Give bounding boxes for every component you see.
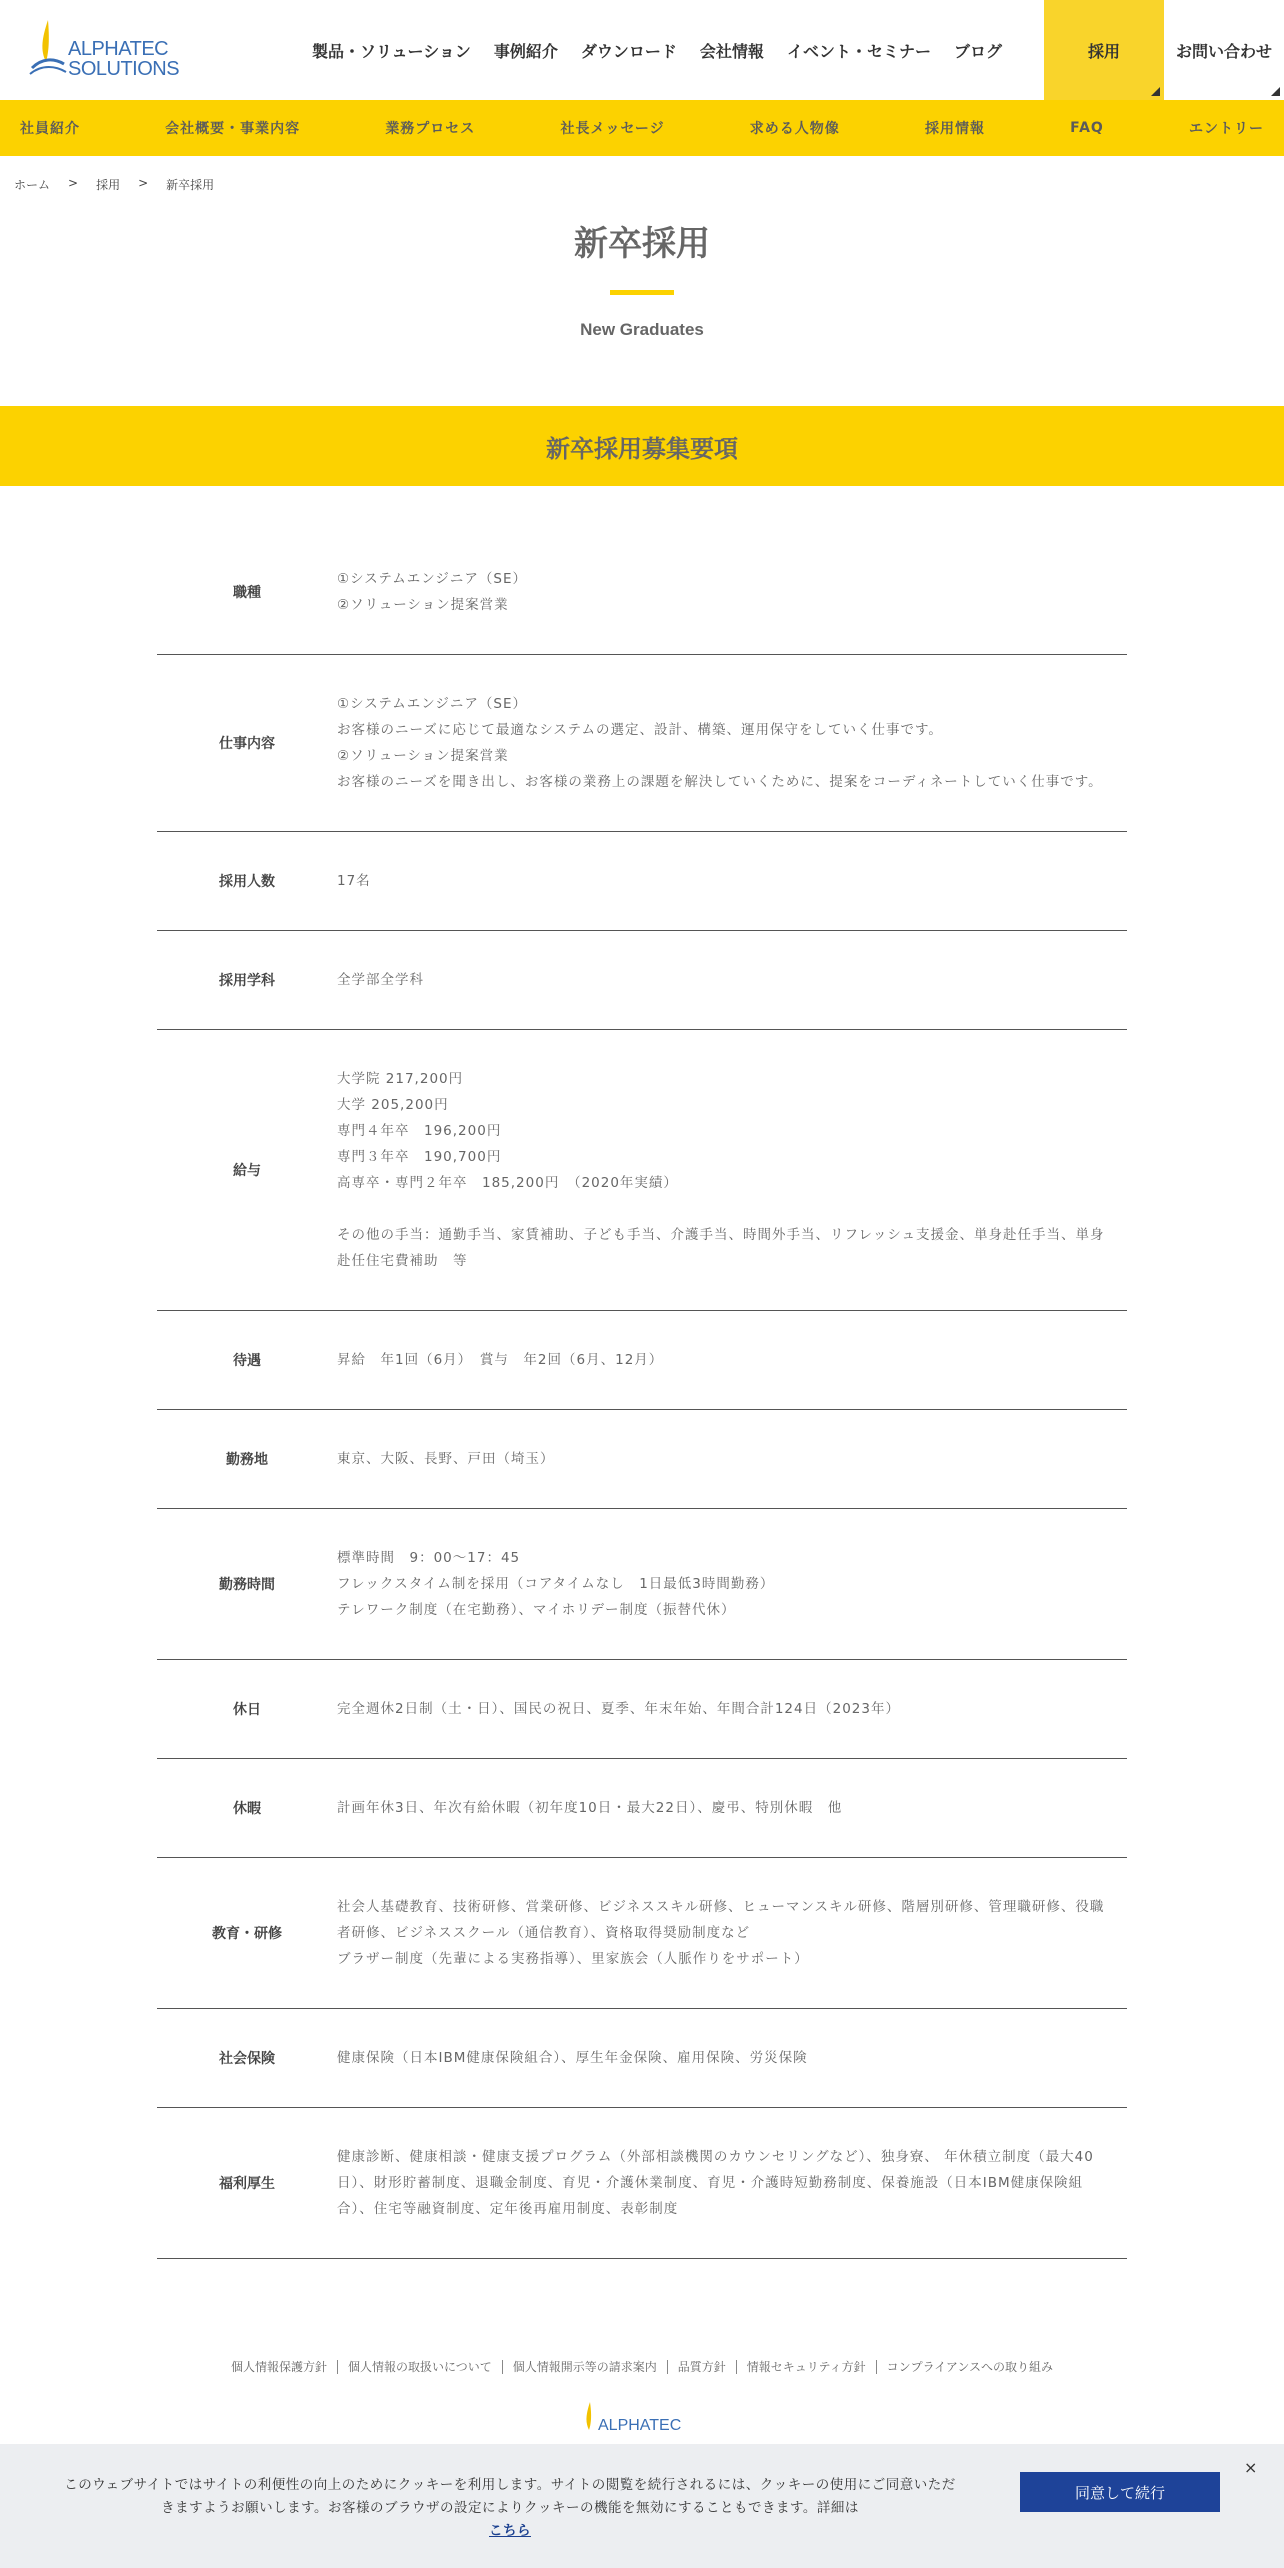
row-label: 教育・研修 [212, 1926, 282, 1942]
nav-download[interactable]: ダウンロード [580, 41, 677, 61]
logo-flame-icon [28, 18, 68, 82]
table-row [157, 931, 1127, 1030]
row-value: 17名 [337, 873, 371, 889]
footer-link-compliance[interactable]: コンプライアンスへの取り組み [876, 2360, 1063, 2374]
row-value: 全学部全学科 [337, 972, 424, 988]
footer-link-security[interactable]: 情報セキュリティ方針 [736, 2360, 876, 2374]
footer-logo-icon [580, 2400, 700, 2450]
section-heading-label: 新卒採用募集要項 [546, 434, 738, 463]
row-label: 採用学科 [219, 973, 275, 989]
cookie-message [60, 2474, 960, 2543]
subnav-message[interactable]: 社長メッセージ [560, 121, 665, 137]
cookie-details-link[interactable]: こちら [489, 2523, 531, 2539]
row-label: 社会保険 [219, 2051, 275, 2067]
row-value: 健康診断、健康相談・健康支援プログラム（外部相談機関のカウンセリングなど）、独身寮、 年休積立制度（最大40日）、財形貯蓄制度、退職金制度、育児・介護休業制度、育児・介護時短勤務制度、保養施設（日本IBM健康保険組合）、住宅等融資制度、定年後再雇用制度、表彰制度 [337, 2149, 1094, 2217]
table-row [157, 655, 1127, 832]
requirements-table [157, 530, 1127, 2259]
logo-text-line1: ALPHATEC [68, 38, 169, 60]
page-subtitle: New Graduates [580, 320, 704, 339]
recruit-subnav [0, 100, 1284, 156]
row-label: 給与 [233, 1163, 261, 1179]
row-value: ①システムエンジニア（SE） ②ソリューション提案営業 [337, 571, 528, 613]
logo-text-line2: SOLUTIONS [68, 58, 180, 80]
row-label: 勤務時間 [219, 1577, 275, 1593]
nav-products[interactable]: 製品・ソリューション [312, 41, 471, 61]
row-label: 勤務地 [226, 1452, 268, 1468]
table-row [157, 2108, 1127, 2259]
cookie-banner [0, 2444, 1284, 2568]
row-value: 東京、大阪、長野、戸田（埼玉） [337, 1451, 555, 1467]
recruit-button-label: 採用 [1087, 41, 1120, 61]
subnav-faq[interactable]: FAQ [1070, 120, 1104, 136]
subnav-staff[interactable]: 社員紹介 [20, 121, 80, 137]
row-value: 大学院 217,200円 大学 205,200円 専門４年卒 196,200円 専門３年卒 190,700円 高専卒・専門２年卒 185,200円 （2020年実績） その他の手当：通勤手当、家賃補助、子ども手当、介護手当、時間外手当、リフレッシュ支援金、単身赴任手当、単身赴任住宅費補助 等 [337, 1071, 1105, 1269]
table-row [157, 1858, 1127, 2009]
nav-company[interactable]: 会社情報 [699, 41, 764, 61]
row-value: 健康保険（日本IBM健康保険組合）、厚生年金保険、雇用保険、労災保険 [337, 2050, 808, 2066]
corner-arrow-icon [1151, 87, 1160, 96]
row-label: 福利厚生 [219, 2176, 275, 2192]
table-row [157, 1030, 1127, 1311]
table-row [157, 1759, 1127, 1858]
row-label: 待遇 [233, 1353, 261, 1369]
subnav-overview[interactable]: 会社概要・事業内容 [165, 121, 301, 137]
nav-cases[interactable]: 事例紹介 [493, 41, 558, 61]
recruit-button[interactable] [1044, 0, 1164, 100]
row-label: 採用人数 [219, 874, 275, 890]
contact-button-label: お問い合わせ [1175, 41, 1272, 61]
row-value: 昇給 年1回（6月） 賞与 年2回（6月、12月） [337, 1352, 664, 1368]
table-row [157, 2009, 1127, 2108]
row-value: ①システムエンジニア（SE） お客様のニーズに応じて最適なシステムの選定、設計、構築、運用保守をしていく仕事です。 ②ソリューション提案営業 お客様のニーズを聞き出し、お客様の業務上の課題を解決していくために、提案をコーディネートしていく仕事です。 [337, 696, 1103, 790]
footer-link-privacy-handling[interactable]: 個人情報の取扱いについて [337, 2360, 502, 2374]
row-value: 計画年休3日、年次有給休暇（初年度10日・最大22日）、慶弔、特別休暇 他 [337, 1800, 843, 1816]
section-heading [0, 406, 1284, 486]
subnav-persona[interactable]: 求める人物像 [749, 121, 840, 137]
table-row [157, 1660, 1127, 1759]
subnav-entry[interactable]: エントリー [1188, 121, 1264, 137]
row-value: 完全週休2日制（土・日）、国民の祝日、夏季、年末年始、年間合計124日（2023年） [337, 1701, 900, 1717]
row-label: 仕事内容 [219, 736, 275, 752]
site-header [0, 0, 1284, 100]
close-icon[interactable]: × [1244, 2458, 1258, 2477]
row-label: 休暇 [233, 1801, 261, 1817]
svg-text:ALPHATEC: ALPHATEC [598, 2417, 682, 2434]
row-value: 標準時間 9：00～17：45 フレックスタイム制を採用（コアタイムなし 1日最低3時間勤務） テレワーク制度（在宅勤務）、マイホリデー制度（振替代休） [337, 1550, 775, 1618]
cookie-accept-button[interactable]: 同意して続行 [1020, 2472, 1220, 2512]
table-row [157, 1311, 1127, 1410]
table-row [157, 832, 1127, 931]
breadcrumb-separator: > [68, 176, 79, 190]
row-label: 職種 [233, 585, 261, 601]
breadcrumb-home[interactable]: ホーム [14, 178, 51, 192]
subnav-info[interactable]: 採用情報 [924, 121, 985, 137]
footer-link-privacy-policy[interactable]: 個人情報保護方針 [230, 2360, 327, 2374]
breadcrumb-separator: > [138, 176, 149, 190]
corner-arrow-icon [1271, 87, 1280, 96]
breadcrumb-current: 新卒採用 [166, 178, 215, 192]
subnav-process[interactable]: 業務プロセス [385, 121, 476, 137]
table-row [157, 1509, 1127, 1660]
nav-events[interactable]: イベント・セミナー [786, 41, 931, 61]
table-row [157, 1410, 1127, 1509]
breadcrumb [14, 176, 232, 193]
table-row [157, 530, 1127, 655]
footer-link-quality[interactable]: 品質方針 [667, 2360, 736, 2374]
breadcrumb-recruit[interactable]: 採用 [96, 178, 121, 192]
title-underline [610, 290, 674, 295]
page-title: 新卒採用 [574, 224, 710, 264]
footer-links [0, 2360, 1284, 2374]
row-value: 社会人基礎教育、技術研修、営業研修、ビジネススキル研修、ヒューマンスキル研修、階層別研修、管理職研修、役職者研修、ビジネススクール（通信教育）、資格取得奨励制度など ブラザー制度（先輩による実務指導）、里家族会（人脈作りをサポート） [337, 1899, 1105, 1967]
footer-link-disclosure[interactable]: 個人情報開示等の請求案内 [502, 2360, 667, 2374]
contact-button[interactable] [1164, 0, 1284, 100]
row-label: 休日 [233, 1702, 261, 1718]
cookie-text: このウェブサイトではサイトの利便性の向上のためにクッキーを利用します。サイトの閲覧を続行されるには、クッキーの使用にご同意いただきますようお願いします。お客様のブラウザの設定によりクッキーの機能を無効にすることもできます。詳細は [64, 2477, 956, 2516]
main-nav [312, 0, 1025, 100]
company-logo[interactable] [28, 18, 178, 82]
footer-logo[interactable] [580, 2400, 700, 2450]
nav-blog[interactable]: ブログ [953, 41, 1002, 61]
